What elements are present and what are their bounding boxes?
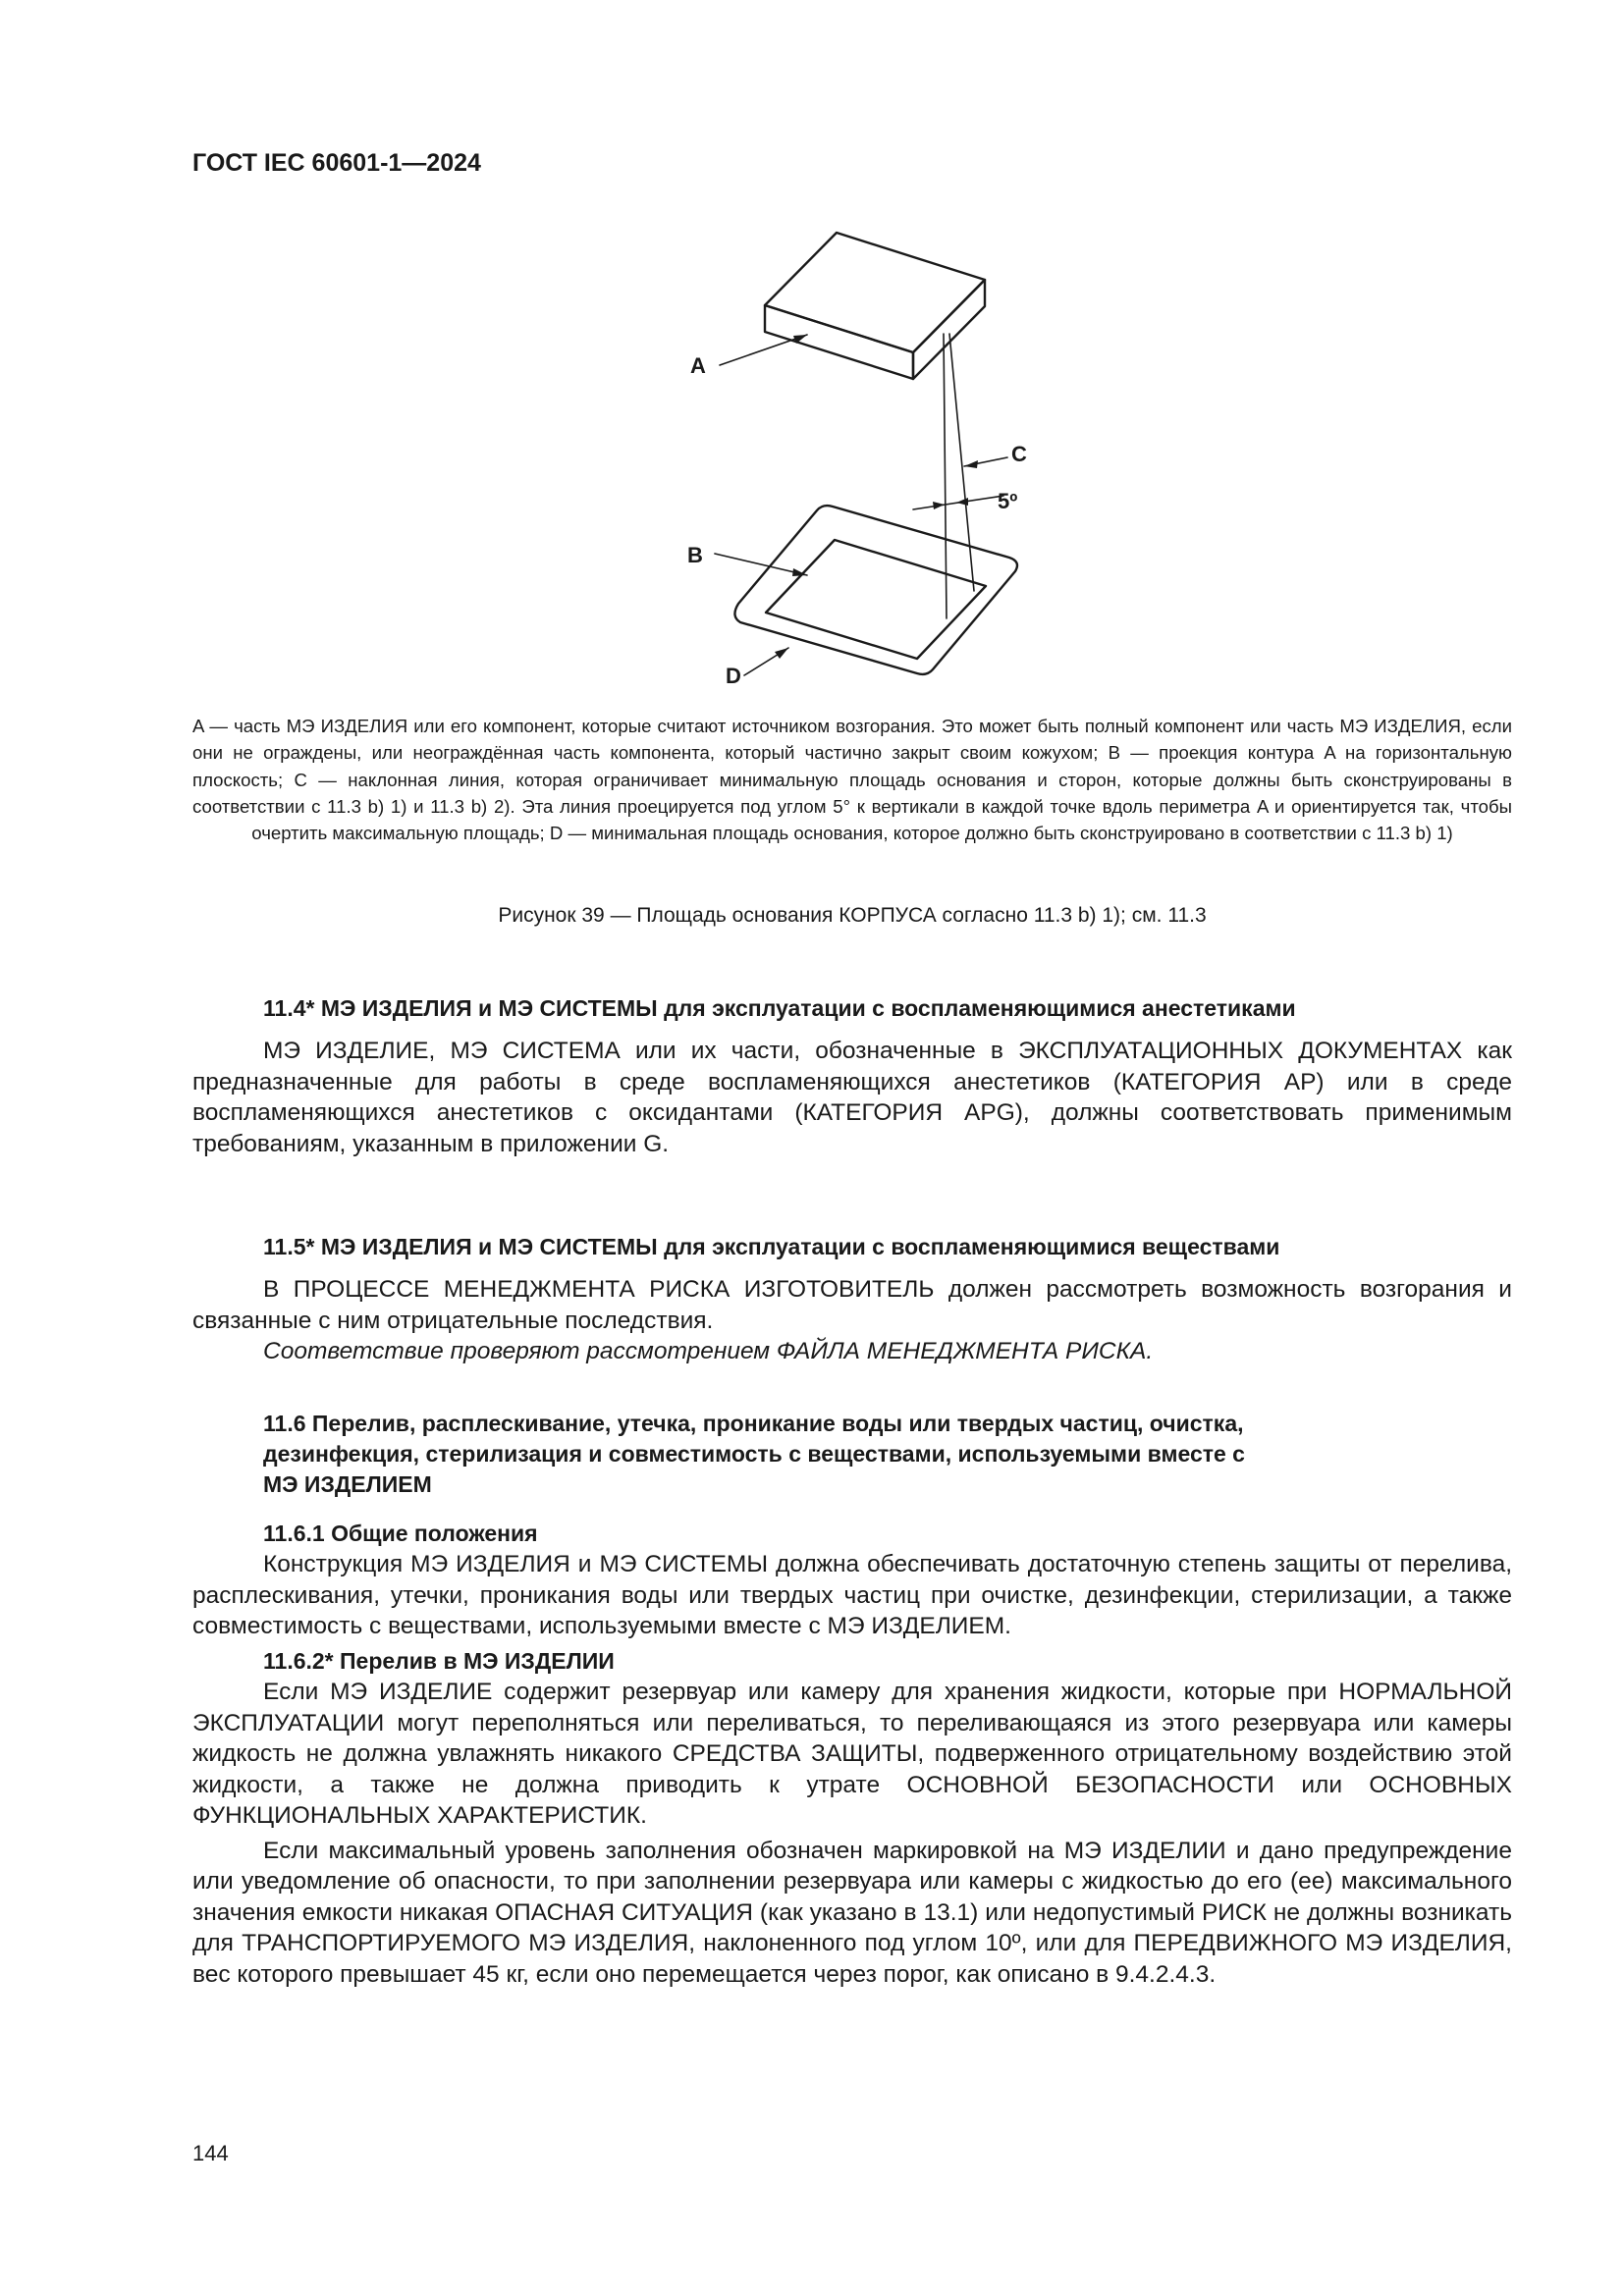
label-a: A — [690, 353, 706, 378]
paragraph: В ПРОЦЕССЕ МЕНЕДЖМЕНТА РИСКА ИЗГОТОВИТЕЛЬ должен рассмотреть возможность возгорания и связанные с ним отрицательные последствия. — [192, 1276, 1512, 1334]
section-heading: 11.6 Перелив, расплескивание, утечка, проникание воды или твердых частиц, очистка, дезинфекция, стерилизация и совместимость с веществами, используемыми вместе с МЭ ИЗДЕЛИЕМ — [263, 1411, 1245, 1497]
paragraph: Если МЭ ИЗДЕЛИЕ содержит резервуар или камеру для хранения жидкости, которые при НОРМАЛЬНОЙ ЭКСПЛУАТАЦИИ могут переполняться или переливаться, то переливающаяся из этого резервуара или камеры жидкость не должна увлажнять никакого СРЕДСТВА ЗАЩИТЫ, подверженного отрицательному воздействию этой жидкости, а также не должна приводить к утрате ОСНОВНОЙ БЕЗОПАСНОСТИ или ОСНОВНЫХ ФУНКЦИОНАЛЬНЫХ ХАРАКТЕРИСТИК. — [192, 1679, 1512, 1829]
box-a-top — [765, 233, 985, 352]
section-11-4 — [192, 993, 1512, 1159]
figure-caption: Рисунок 39 — Площадь основания КОРПУСА согласно 11.3 b) 1); см. 11.3 — [498, 904, 1207, 927]
section-heading: 11.5* МЭ ИЗДЕЛИЯ и МЭ СИСТЕМЫ для эксплуатации с воспламеняющимися веществами — [263, 1234, 1280, 1259]
paragraph: МЭ ИЗДЕЛИЕ, МЭ СИСТЕМА или их части, обозначенные в ЭКСПЛУАТАЦИОННЫХ ДОКУМЕНТАХ как предназначенные для работы в среде воспламеняющихся анестетиков (КАТЕГОРИЯ AP) или в среде воспламеняющихся анестетиков с оксидантами (КАТЕГОРИЯ APG), должны соответствовать применимым требованиям, указанным в приложении G. — [192, 1038, 1512, 1157]
leader-a — [720, 335, 807, 365]
subsection-heading: 11.6.2* Перелив в МЭ ИЗДЕЛИИ — [263, 1648, 615, 1674]
figure-39-drawing — [0, 0, 1624, 707]
projection-line — [944, 334, 947, 618]
projection-b — [766, 540, 986, 659]
label-angle: 5º — [998, 489, 1018, 513]
legend-item-a: A — часть МЭ ИЗДЕЛИЯ или его компонент, которые считают источником возгорания. Это может быть полный компонент или часть МЭ ИЗДЕЛИЯ, если они не ограждены, или неограждённая часть компонента, который частично закрыт своим кожухом; — [192, 716, 1512, 764]
paragraph: Если максимальный уровень заполнения обозначен маркировкой на МЭ ИЗДЕЛИИ и дано предупреждение или уведомление об опасности, то при заполнении резервуара или камеры с жидкостью до его (ее) максимального значения емкости никакая ОПАСНАЯ СИТУАЦИЯ (как указано в 13.1) или недопустимый РИСК не должны возникать для ТРАНСПОРТИРУЕМОГО МЭ ИЗДЕЛИЯ, наклоненного под углом 10º, или для ПЕРЕДВИЖНОГО МЭ ИЗДЕЛИЯ, вес которого превышает 45 кг, если оно перемещается через порог, как описано в 9.4.2.4.3. — [192, 1837, 1512, 1988]
box-a-side — [913, 280, 985, 379]
angle-arrow-right — [956, 498, 968, 506]
section-11-6 — [192, 1409, 1512, 1500]
label-d: D — [726, 664, 741, 688]
paragraph: Конструкция МЭ ИЗДЕЛИЯ и МЭ СИСТЕМЫ должна обеспечивать достаточную степень защиты от перелива, расплескивания, утечки, проникания воды или твердых частиц при очистке, дезинфекции, стерилизации, а также совместимость с веществами, используемыми вместе с МЭ ИЗДЕЛИЕМ. — [192, 1551, 1512, 1639]
inclined-line-c — [949, 334, 974, 591]
section-11-5 — [192, 1232, 1512, 1367]
section-11-6-2 — [192, 1646, 1512, 1990]
figure-legend — [192, 713, 1512, 846]
subsection-heading: 11.6.1 Общие положения — [263, 1521, 538, 1546]
legend-item-b-c: B — проекция контура A на горизонтальную плоскость; C — наклонная линия, которая ограничивает минимальную площадь основания и сторон, которые должны быть сконструированы в соответствии с 11.3 b) 1) и 11.3 b) 2). Эта линия проецируется под углом 5° к вертикали в каждой точке вдоль периметра A и ориентируется так, чтобы очертить максимальную площадь; — [192, 742, 1512, 844]
legend-item-d: D — минимальная площадь основания, которое должно быть сконструировано в соответствии с 11.3 b) 1) — [549, 823, 1453, 844]
arrow-c — [964, 460, 978, 468]
compliance-note: Соответствие проверяют рассмотрением ФАЙЛА МЕНЕДЖМЕНТА РИСКА. — [263, 1338, 1154, 1364]
arrow-d — [775, 648, 788, 659]
page-number: 144 — [192, 2141, 229, 2165]
label-c: C — [1011, 442, 1027, 466]
label-b: B — [687, 543, 703, 567]
document-code: ГОСТ IEC 60601-1—2024 — [192, 149, 481, 177]
section-heading: 11.4* МЭ ИЗДЕЛИЯ и МЭ СИСТЕМЫ для эксплуатации с воспламеняющимися анестетиками — [263, 995, 1296, 1021]
base-outline-d — [734, 506, 1017, 674]
section-11-6-1 — [192, 1519, 1512, 1642]
figure-39 — [0, 0, 1624, 707]
